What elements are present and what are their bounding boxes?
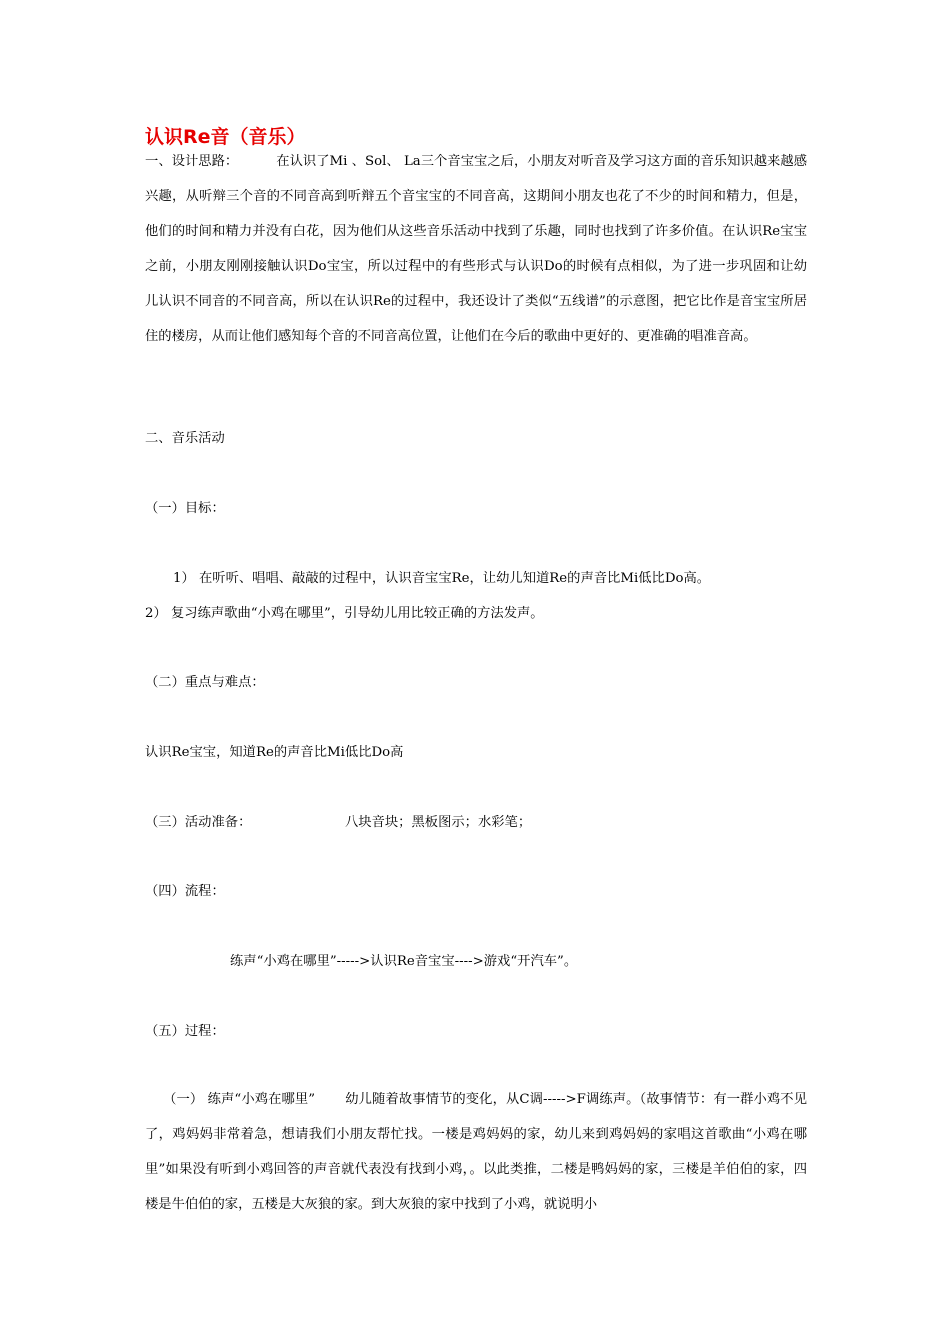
design-idea-paragraph <box>145 144 807 354</box>
flow-heading: （四）流程： <box>145 884 225 899</box>
document-title: 认识Re音（音乐） <box>145 126 306 148</box>
flow-text: 练声“小鸡在哪里”----->认识Re音宝宝---->游戏“开汽车”。 <box>230 954 578 969</box>
goal-item-1: 1） 在听听、唱唱、敲敲的过程中，认识音宝宝Re，让幼儿知道Re的声音比Mi低比Do高。 <box>173 571 711 586</box>
design-idea-label: 一、设计思路： <box>145 154 239 169</box>
key-points-heading: （二）重点与难点： <box>145 675 265 690</box>
preparation-heading: （三）活动准备： <box>145 815 252 830</box>
design-idea-text: 在认识了Mi 、Sol、 La三个音宝宝之后，小朋友对听音及学习这方面的音乐知识越来越感兴趣，从听辩三个音的不同音高到听辩五个音宝宝的不同音高，这期间小朋友也花了不少的时间和精力，但是，他们的时间和精力并没有白花，因为他们从这些音乐活动中找到了乐趣，同时也找到了许多价值。在认识Re宝宝之前，小朋友刚刚接触认识Do宝宝，所以过程中的有些形式与认识Do的时候有点相似，为了进一步巩固和让幼儿认识不同音的不同音高，所以在认识Re的过程中，我还设计了类似“五线谱”的示意图，把它比作是音宝宝所居住的楼房，从而让他们感知每个音的不同音高位置，让他们在今后的歌曲中更好的、更准确的唱准音高。 <box>145 154 807 344</box>
goal-item-2: 2） 复习练声歌曲“小鸡在哪里”，引导幼儿用比较正确的方法发声。 <box>145 606 544 621</box>
process-step-label: （一） 练声“小鸡在哪里” <box>163 1092 316 1107</box>
section-music-activity-heading: 二、音乐活动 <box>145 431 225 446</box>
process-heading: （五）过程： <box>145 1024 225 1039</box>
preparation-text: 八块音块；黑板图示；水彩笔； <box>345 815 532 830</box>
key-points-text: 认识Re宝宝，知道Re的声音比Mi低比Do高 <box>145 745 404 760</box>
goals-heading: （一）目标： <box>145 501 225 516</box>
process-step-text: 幼儿随着故事情节的变化，从C调----->F调练声。（故事情节：有一群小鸡不见了，鸡妈妈非常着急，想请我们小朋友帮忙找。一楼是鸡妈妈的家，幼儿来到鸡妈妈的家唱这首歌曲“小鸡在哪里”如果没有听到小鸡回答的声音就代表没有找到小鸡，。以此类推，二楼是鸭妈妈的家，三楼是羊伯伯的家，四楼是牛伯伯的家，五楼是大灰狼的家。到大灰狼的家中找到了小鸡，就说明小 <box>145 1092 807 1212</box>
process-paragraph <box>145 1082 807 1222</box>
